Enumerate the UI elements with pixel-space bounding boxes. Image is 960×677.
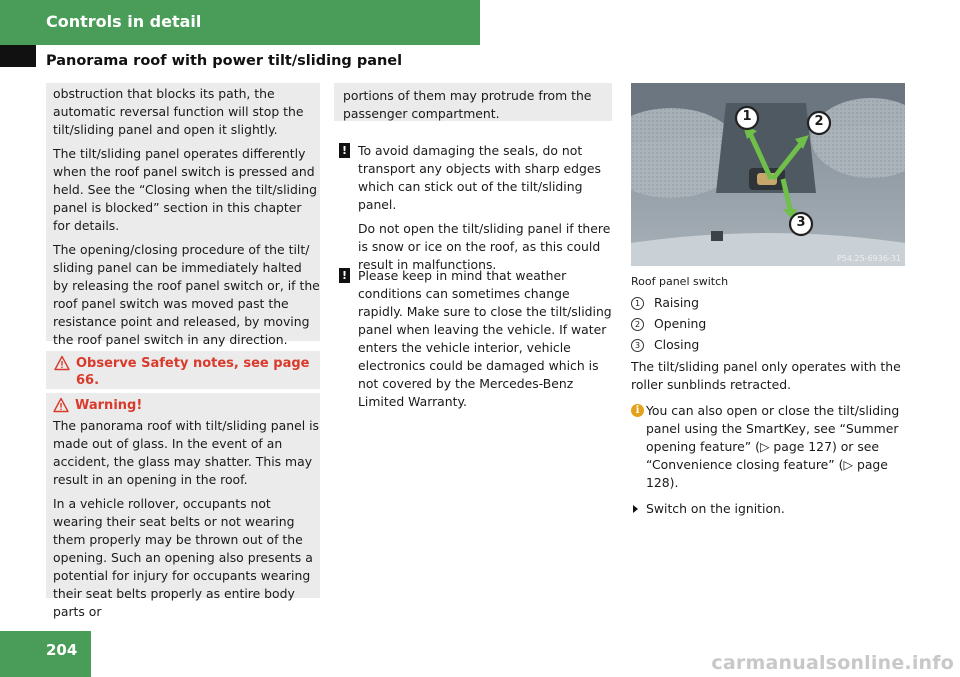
chapter-title: Controls in detail [46,12,202,31]
paragraph: The panorama roof with tilt/sliding panel is made out of glass. In the event of an accident, the glass may shatter. This may result in an opening in the roof. [53,418,319,487]
arrow-right-icon [633,505,638,513]
paragraph: In a vehicle rollover, occupants not wearing their seat belts or not wearing them properly may be thrown out of the opening. Such an opening also presents a potential for injury for occupants wearing their seat belts properly as entire body parts or [53,496,313,619]
warning-box [46,393,320,619]
photo-code: P54.25-6936-31 [836,254,901,263]
warning-title: Warning! [75,398,143,413]
caution-note [339,267,614,417]
number-badge: 3 [631,339,644,352]
info-note [631,402,911,492]
paragraph: portions of them may protrude from the passenger compartment. [343,88,592,121]
safety-note-text: Observe Safety notes, see page 66. [76,356,310,388]
paragraph: To avoid damaging the seals, do not transport any objects with sharp edges which can stick out of the tilt/sliding panel. [358,143,601,212]
list-item-label: Opening [654,316,707,331]
exclamation-icon: ! [339,268,350,283]
roof-console-illustration [631,83,905,266]
photo-label-1: 1 [742,109,752,124]
list-item [631,336,911,354]
watermark: carmanualsonline.info [711,652,954,674]
roof-panel-switch-photo [631,83,905,266]
list-item [631,315,911,333]
roof-switch-description [631,273,911,518]
photo-label-2: 2 [814,114,824,129]
continued-warning-box [334,83,612,121]
warning-triangle-icon [53,397,69,413]
warning-triangle-icon [54,355,70,371]
figure-caption: Roof panel switch [631,275,729,288]
paragraph: The opening/closing procedure of the tilt/ sliding panel can be immediately halted by releasing the roof panel switch or, if the roof panel switch was moved past the resistance point and released, by moving the roof panel switch in any direction. [53,242,320,347]
paragraph: Do not open the tilt/sliding panel if there is snow or ice on the roof, as this could result in malfunctions. [358,221,611,272]
photo-label-3: 3 [796,215,806,230]
paragraph: obstruction that blocks its path, the automatic reversal function will stop the tilt/sliding panel and open it slightly. [53,86,304,137]
continued-text-box [46,83,320,347]
list-item-label: Closing [654,337,700,352]
safety-notes-box [46,351,320,389]
section-title: Panorama roof with power tilt/sliding panel [46,53,403,69]
info-text: You can also open or close the tilt/sliding panel using the SmartKey, see “Summer opening feature” (▷ page 127) or see “Convenience closing feature” (▷ page 128). [646,403,900,490]
action-step [631,500,911,518]
paragraph: The tilt/sliding panel operates differently when the roof panel switch is pressed and held. See the “Closing when the tilt/sliding panel is blocked” section in this chapter for details. [53,146,318,233]
list-item-label: Raising [654,295,699,310]
paragraph: The tilt/sliding panel only operates with the roller sunblinds retracted. [631,359,901,392]
number-badge: 1 [631,297,644,310]
paragraph: Please keep in mind that weather conditions can sometimes change rapidly. Make sure to close the tilt/sliding panel when leaving the vehicle. If water enters the vehicle interior, vehicle electronics could be damaged which is not covered by the Mercedes-Benz Limited Warranty. [358,268,612,409]
list-item [631,294,911,312]
page-number: 204 [46,641,78,659]
section-marker [0,45,36,67]
action-text: Switch on the ignition. [646,501,785,516]
caution-note [339,142,614,280]
exclamation-icon: ! [339,143,350,158]
info-icon: i [631,404,644,417]
number-badge: 2 [631,318,644,331]
